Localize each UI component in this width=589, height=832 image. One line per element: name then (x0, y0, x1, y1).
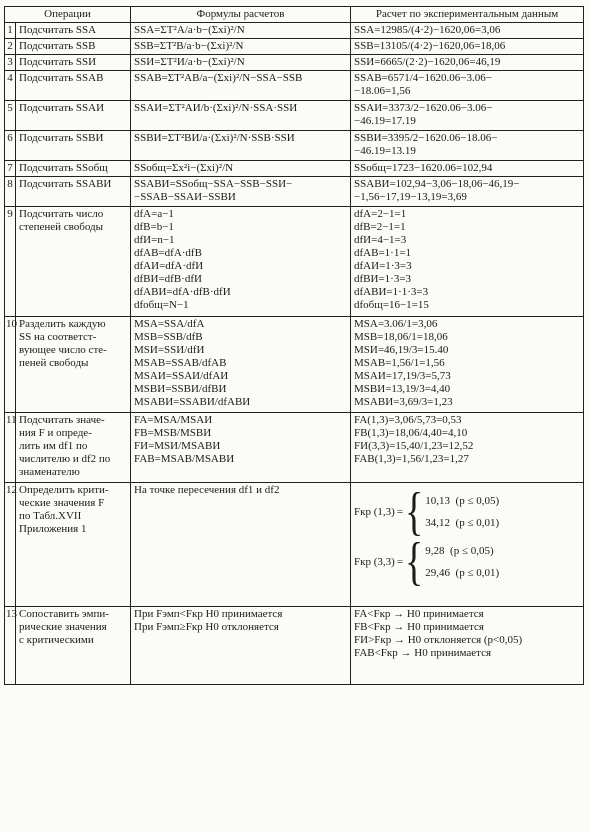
row-number: 12 (5, 483, 16, 607)
cell-calc (351, 23, 584, 39)
row-number: 10 (5, 317, 16, 413)
calc-line: FИ(3,3)=15,40/1,23=12,52 (354, 440, 474, 452)
cell-formula (131, 131, 351, 161)
formula-line: MSABИ=SSABИ/dfABИ (134, 396, 251, 408)
formula-line: dfИ=n−1 (134, 234, 175, 246)
critical-label: Fкр (3,3) (354, 555, 395, 568)
cell-op (16, 161, 131, 177)
op-line: с критическими (19, 634, 94, 646)
critical-value: 34,12 (425, 517, 451, 529)
formula-line: MSИ=SSИ/dfИ (134, 344, 205, 356)
calc-line: SSAИ=3373/2−1620.06−3.06− (354, 102, 493, 114)
calc-line: MSA=3.06/1=3,06 (354, 318, 438, 330)
calc-line: MSABИ=3,69/3=1,23 (354, 396, 453, 408)
table-row (5, 413, 584, 483)
significance-level: (p ≤ 0,01) (455, 567, 500, 579)
calc-line: SSB=13105/(4·2)−1620,06=18,06 (354, 40, 506, 52)
calc-line: dfAИ=1·3=3 (354, 260, 412, 272)
calc-line: dfAB=1·1=1 (354, 247, 412, 259)
formula-line: SSAИ=ΣT²AИ/b·(Σxi)²/N·SSA·SSИ (134, 102, 298, 114)
cell-formula (131, 413, 351, 483)
op-line: Разделить каждую (19, 318, 106, 330)
formula-line: dfобщ=N−1 (134, 299, 189, 311)
calc-line: FA<Fкр → H0 принимается (354, 608, 484, 620)
calc-line: −18.06=1,56 (354, 85, 411, 97)
formula-line: −SSAB−SSAИ−SSBИ (134, 191, 236, 203)
op-line: ния F и опреде- (19, 427, 92, 439)
calc-line: MSBИ=13,19/3=4,40 (354, 383, 451, 395)
calc-line: MSAИ=17,19/3=5,73 (354, 370, 451, 382)
significance-level: (p ≤ 0,05) (450, 545, 494, 557)
op-line: Подсчитать значе- (19, 414, 105, 426)
cell-calc (351, 55, 584, 71)
op-line: ческие значения F (19, 497, 105, 509)
cell-formula (131, 39, 351, 55)
cell-formula (131, 71, 351, 101)
row-number: 11 (5, 413, 16, 483)
cell-op (16, 101, 131, 131)
cell-formula (131, 101, 351, 131)
left-brace-icon: { (405, 482, 424, 542)
critical-label: Fкр (1,3) (354, 505, 395, 518)
formula-line: FAB=MSAB/MSABИ (134, 453, 235, 465)
header-operations: Операции (5, 7, 131, 23)
op-line: Подсчитать SSAИ (19, 102, 105, 114)
cell-formula (131, 177, 351, 207)
equals-sign: = (396, 505, 404, 518)
header-formulas: Формулы расчетов (131, 7, 351, 23)
row-number: 13 (5, 607, 16, 685)
critical-value-block (354, 482, 580, 542)
cell-calc (351, 177, 584, 207)
cell-op (16, 55, 131, 71)
op-line: Подсчитать число (19, 208, 104, 220)
formula-line: FИ=MSИ/MSABИ (134, 440, 221, 452)
op-line: Подсчитать SSИ (19, 56, 97, 68)
calc-line: dfBИ=1·3=3 (354, 273, 412, 285)
calc-line: SSобщ=1723−1620.06=102,94 (354, 162, 493, 174)
formula-line: SSAB=ΣT²AB/a−(Σxi)²/N−SSA−SSB (134, 72, 303, 84)
calc-line: FAB(1,3)=1,56/1,23=1,27 (354, 453, 469, 465)
cell-op (16, 607, 131, 685)
op-line: рические значения (19, 621, 107, 633)
table-body (5, 23, 584, 685)
op-line: SS на соответст- (19, 331, 97, 343)
table-row (5, 101, 584, 131)
op-line: знаменателю (19, 466, 80, 478)
op-line: Подсчитать SSобщ (19, 162, 108, 174)
calc-line: SSAB=6571/4−1620.06−3.06− (354, 72, 492, 84)
formula-line: dfABИ=dfA·dfB·dfИ (134, 286, 231, 298)
left-brace-icon: { (405, 532, 424, 592)
cell-calc (351, 39, 584, 55)
op-line: Подсчитать SSBИ (19, 132, 104, 144)
op-line: Определить крити- (19, 484, 109, 496)
table-row (5, 607, 584, 685)
op-line: лить им df1 по (19, 440, 88, 452)
calc-line: −46.19=17.19 (354, 115, 416, 127)
cell-calc (351, 483, 584, 607)
op-line: Сопоставить эмпи- (19, 608, 109, 620)
critical-value: 29,46 (425, 567, 451, 579)
cell-op (16, 71, 131, 101)
table-row (5, 483, 584, 607)
formula-line: MSA=SSA/dfA (134, 318, 205, 330)
op-line: Подсчитать SSAB (19, 72, 104, 84)
calc-line: FB(1,3)=18,06/4,40=4,10 (354, 427, 468, 439)
formula-line: dfB=b−1 (134, 221, 174, 233)
formula-line: MSAB=SSAB/dfAB (134, 357, 227, 369)
cell-calc (351, 413, 584, 483)
op-line: Приложения 1 (19, 523, 87, 535)
table-row (5, 71, 584, 101)
row-number: 2 (5, 39, 16, 55)
cell-op (16, 317, 131, 413)
calc-line: SSИ=6665/(2·2)−1620,06=46,19 (354, 56, 501, 68)
calc-line: −46.19=13.19 (354, 145, 416, 157)
cell-op (16, 177, 131, 207)
cell-op (16, 39, 131, 55)
calc-line: dfB=2−1=1 (354, 221, 406, 233)
calc-line: SSBИ=3395/2−1620.06−18.06− (354, 132, 498, 144)
cell-formula (131, 607, 351, 685)
row-number: 1 (5, 23, 16, 39)
formula-line: MSAИ=SSAИ/dfAИ (134, 370, 229, 382)
cell-calc (351, 317, 584, 413)
cell-formula (131, 161, 351, 177)
formula-line: SSA=ΣT²A/a·b−(Σxi)²/N (134, 24, 245, 36)
table-row (5, 23, 584, 39)
table-row (5, 39, 584, 55)
row-number: 6 (5, 131, 16, 161)
formula-line: SSИ=ΣT²И/a·b−(Σxi)²/N (134, 56, 245, 68)
formula-line: MSB=SSB/dfB (134, 331, 203, 343)
formula-line: dfAB=dfA·dfB (134, 247, 202, 259)
calc-line: dfA=2−1=1 (354, 208, 407, 220)
critical-cases (425, 490, 499, 534)
calc-line: MSB=18,06/1=18,06 (354, 331, 448, 343)
calc-line: MSИ=46,19/3=15.40 (354, 344, 449, 356)
equals-sign: = (396, 555, 404, 568)
row-number: 7 (5, 161, 16, 177)
cell-calc (351, 71, 584, 101)
cell-op (16, 207, 131, 317)
formula-line: SSABИ=SSобщ−SSA−SSB−SSИ− (134, 178, 293, 190)
cell-calc (351, 207, 584, 317)
calc-line: SSABИ=102,94−3,06−18,06−46,19− (354, 178, 520, 190)
cell-calc (351, 161, 584, 177)
row-number: 3 (5, 55, 16, 71)
formula-line: FB=MSB/MSBИ (134, 427, 212, 439)
table-row (5, 161, 584, 177)
cell-calc (351, 607, 584, 685)
cell-formula (131, 23, 351, 39)
calc-line: SSA=12985/(4·2)−1620,06=3,06 (354, 24, 501, 36)
formula-line: MSBИ=SSBИ/dfBИ (134, 383, 227, 395)
significance-level: (p ≤ 0,05) (455, 495, 500, 507)
calc-line: dfИ=4−1=3 (354, 234, 407, 246)
calc-line: FИ>Fкр → H0 отклоняется (p<0,05) (354, 634, 523, 646)
anova-table-sheet (4, 6, 583, 826)
critical-value: 10,13 (425, 495, 451, 507)
critical-value: 9,28 (425, 545, 445, 557)
formula-line: SSBИ=ΣT²BИ/a·(Σxi)²/N·SSB·SSИ (134, 132, 295, 144)
calc-line: FAB<Fкр → H0 принимается (354, 647, 492, 659)
formula-line: При Fэмп<Fкр H0 принимается (134, 608, 283, 620)
formula-line: dfA=a−1 (134, 208, 174, 220)
op-line: по Табл.XVII (19, 510, 82, 522)
table-row (5, 177, 584, 207)
cell-calc (351, 101, 584, 131)
calc-line: −1,56−17,19−13,19=3,69 (354, 191, 467, 203)
row-number: 5 (5, 101, 16, 131)
row-number: 8 (5, 177, 16, 207)
op-line: степеней свободы (19, 221, 104, 233)
calc-line: dfобщ=16−1=15 (354, 299, 429, 311)
cell-op (16, 131, 131, 161)
formula-line: SSобщ=Σx²i−(Σxi)²/N (134, 162, 234, 174)
cell-op (16, 483, 131, 607)
table-row (5, 207, 584, 317)
cell-formula (131, 483, 351, 607)
formula-line: FA=MSA/MSAИ (134, 414, 213, 426)
critical-cases (425, 540, 499, 584)
anova-calculation-table (4, 6, 584, 685)
header-calculation: Расчет по экспериментальным данным (351, 7, 584, 23)
table-header-row (5, 7, 584, 23)
op-line: вующее число сте- (19, 344, 107, 356)
calc-line: dfABИ=1·1·3=3 (354, 286, 429, 298)
table-row (5, 131, 584, 161)
cell-formula (131, 317, 351, 413)
op-line: пеней свободы (19, 357, 89, 369)
table-row (5, 317, 584, 413)
critical-value-block (354, 532, 580, 592)
op-line: Подсчитать SSA (19, 24, 97, 36)
cell-op (16, 23, 131, 39)
significance-level: (p ≤ 0,01) (455, 517, 500, 529)
cell-formula (131, 207, 351, 317)
op-line: Подсчитать SSB (19, 40, 96, 52)
formula-line: SSB=ΣT²B/a·b−(Σxi)²/N (134, 40, 244, 52)
row-number: 4 (5, 71, 16, 101)
table-row (5, 55, 584, 71)
formula-line: На точке пересечения df1 и df2 (134, 484, 280, 496)
formula-line: При Fэмп≥Fкр H0 отклоняется (134, 621, 279, 633)
op-line: числителю и df2 по (19, 453, 111, 465)
calc-line: MSAB=1,56/1=1,56 (354, 357, 445, 369)
formula-line: dfAИ=dfA·dfИ (134, 260, 204, 272)
formula-line: dfBИ=dfB·dfИ (134, 273, 202, 285)
cell-calc (351, 131, 584, 161)
row-number: 9 (5, 207, 16, 317)
calc-line: FA(1,3)=3,06/5,73=0,53 (354, 414, 462, 426)
calc-line: FB<Fкр → H0 принимается (354, 621, 484, 633)
cell-op (16, 413, 131, 483)
op-line: Подсчитать SSABИ (19, 178, 112, 190)
cell-formula (131, 55, 351, 71)
